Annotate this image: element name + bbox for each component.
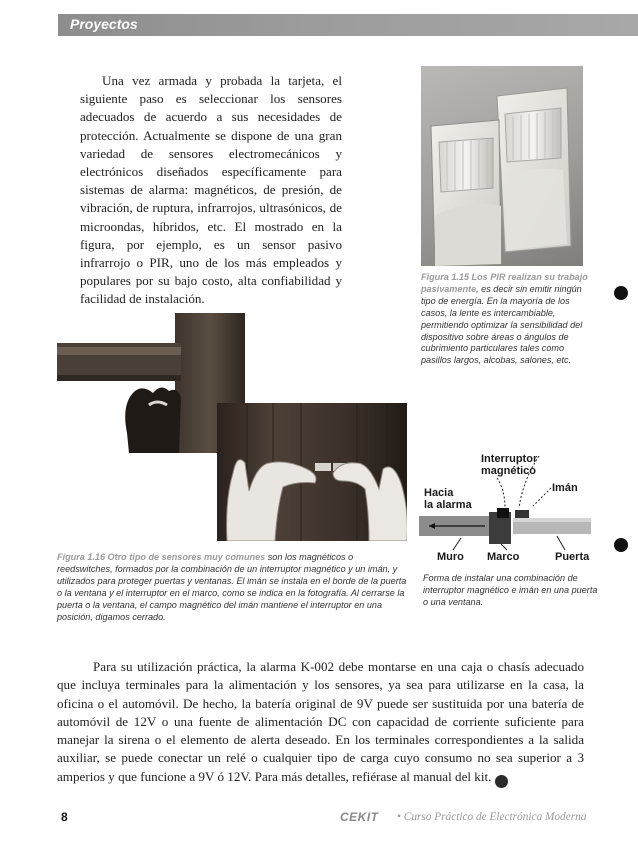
figure-1-15-caption-body: , es decir sin emitir ningún tipo de energía. En la mayoría de los casos, la lente es intercambiable, permitiendo optimizar la sensibilidad del dispositivo sobre áreas o ángulos de cubrimiento particulares tales como pasillos largos, alcobas, salones, etc. <box>421 283 583 366</box>
intro-paragraph: Una vez armada y probada la tarjeta, el siguiente paso es seleccionar los sensores adecuados de acuerdo a sus necesidades de protección. Actualmente se dispone de una gran variedad de sensores electromecánicos y electrónicos diseñados específicamente para sistemas de alarma: magnéticos, de presión, de vibración, de ruptura, infrarrojos, ultrasónicos, de microondas, híbridos, etc. El mostrado en la figura, por ejemplo, es un sensor pasivo infrarrojo o PIR, uno de los más empleados y populares por su bajo costo, alta confiabilidad y facilidad de instalación. <box>80 73 342 307</box>
label-puerta: Puerta <box>555 551 590 563</box>
footer-brand-logo: CEKIT <box>340 810 379 824</box>
installation-diagram <box>415 450 595 565</box>
pir-sensors-photo <box>421 66 583 266</box>
figure-1-16-caption <box>57 552 407 623</box>
label-iman: Imán <box>552 482 578 494</box>
footer-bullet: • <box>397 811 401 823</box>
label-marco: Marco <box>487 551 520 563</box>
label-interruptor-line1: Interruptor <box>481 453 538 465</box>
figure-1-16-caption-lead: Figura 1.16 Otro tipo de sensores muy comunes <box>57 552 266 562</box>
header-bar <box>58 14 638 36</box>
body-paragraph-text: Para su utilización práctica, la alarma K-002 debe montarse en una caja o chasís adecuado que incluya terminales para la alimentación y los sensores, ya sea para utilizarse en la casa, la oficina o el automóvil. De hecho, la batería original de 9V puede ser sustituida por una batería de automóvil de 12V o una fuente de alimentación DC con capacidad de corriente suficiente para manejar la sirena o el elemento de alerta deseado. En los terminales correspondientes a la salida auxiliar, se puede conectar un relé o cualquier tipo de carga cuyo consumo no sea superior a 3 amperios y que funcione a 9V ó 12V. Para más detalles, refiérase al manual del kit. <box>57 659 584 784</box>
pir-sensors-illustration <box>421 66 583 266</box>
figure-1-15-caption <box>421 272 593 367</box>
footer-publication-title <box>397 811 586 823</box>
article-end-icon: ➜ <box>495 775 508 788</box>
figure-1-16-caption-body: son los magnéticos o reedswitches, formados por la combinación de un interruptor magnético y un imán, y utilizados para proteger puertas y ventanas. El imán se instala en el borde de la puerta o la ventana y el interruptor en el marco, como se indica en la fotografía. Al cerrarse la puerta o la ventana, el campo magnético del imán mantiene el interruptor en una posición, digamos cerrado. <box>57 552 407 622</box>
reed-switch-illustration <box>57 313 407 541</box>
label-hacia-line2: la alarma <box>424 499 472 511</box>
margin-bullet-bottom <box>614 538 628 552</box>
figure-1-15-caption-lead: Figura 1.15 Los PIR realizan su trabajo pasivamente <box>421 272 588 294</box>
label-muro: Muro <box>437 551 464 563</box>
reed-switch-photo <box>57 313 407 541</box>
installation-diagram-drawing <box>415 450 595 565</box>
body-paragraph <box>57 658 584 788</box>
label-hacia-line1: Hacia <box>424 487 454 499</box>
label-interruptor-line2: magnético <box>481 465 537 477</box>
margin-bullet-top <box>614 286 628 300</box>
footer-publication-name: Curso Práctico de Electrónica Moderna <box>403 811 587 823</box>
page-number: 8 <box>61 810 68 824</box>
diagram-caption: Forma de instalar una combinación de interruptor magnético e imán en una puerta o una ventana. <box>423 573 598 607</box>
section-title: Proyectos <box>70 16 138 32</box>
